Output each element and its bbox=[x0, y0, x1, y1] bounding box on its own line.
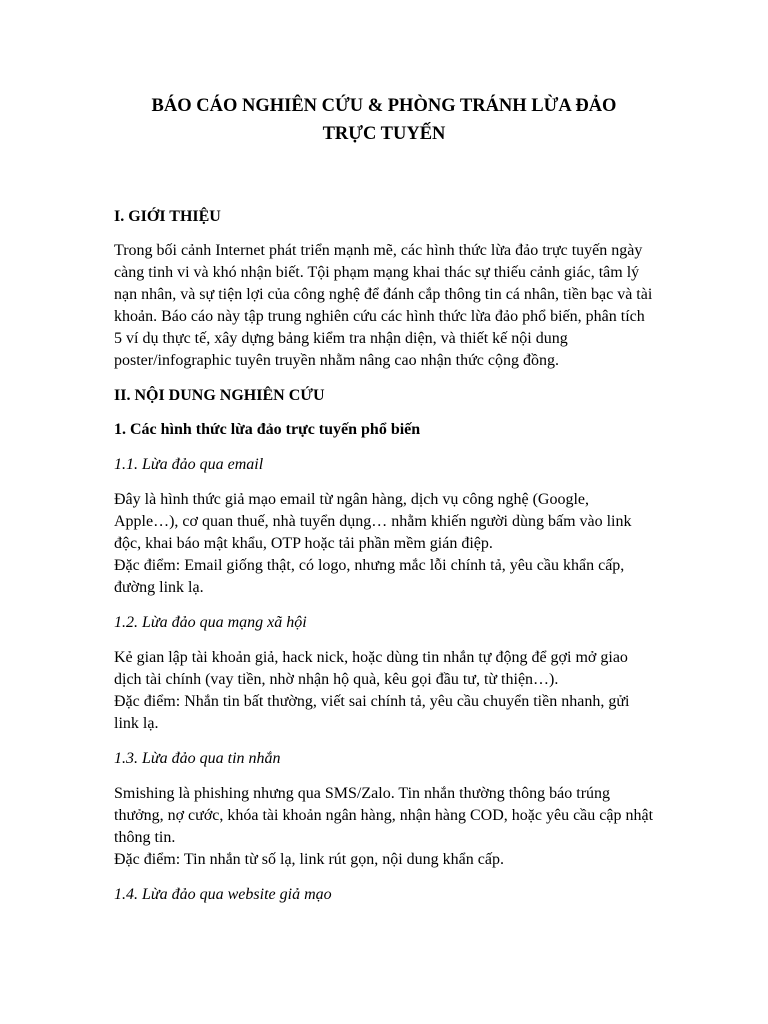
document-title-line-1: BÁO CÁO NGHIÊN CỨU & PHÒNG TRÁNH LỪA ĐẢO bbox=[151, 96, 617, 116]
item-body-social-media-scam bbox=[114, 647, 654, 735]
item-heading-fake-website-scam: 1.4. Lừa đảo qua website giả mạo bbox=[114, 886, 332, 903]
item-description: Kẻ gian lập tài khoản giả, hack nick, hoặc dùng tin nhắn tự động để gợi mở giao dịch tài chính (vay tiền, nhờ nhận hộ quà, kêu gọi đầu tư, từ thiện…). bbox=[114, 649, 628, 688]
item-description: Đây là hình thức giả mạo email từ ngân hàng, dịch vụ công nghệ (Google, Apple…), cơ quan thuế, nhà tuyển dụng… nhằm khiến người dùng bấm vào link độc, khai báo mật khẩu, OTP hoặc tải phần mềm gián điệp. bbox=[114, 491, 632, 552]
item-body-text-message-scam bbox=[114, 783, 654, 871]
section-heading-introduction: I. GIỚI THIỆU bbox=[114, 208, 221, 225]
subsection-heading-scam-types: 1. Các hình thức lừa đảo trực tuyến phổ biến bbox=[114, 421, 421, 438]
document-title-line-2: TRỰC TUYẾN bbox=[322, 124, 446, 144]
item-features: Đặc điểm: Tin nhắn từ số lạ, link rút gọn, nội dung khẩn cấp. bbox=[114, 851, 504, 868]
item-features: Đặc điểm: Nhắn tin bất thường, viết sai chính tả, yêu cầu chuyển tiền nhanh, gửi link lạ. bbox=[114, 693, 630, 732]
section-heading-research: II. NỘI DUNG NGHIÊN CỨU bbox=[114, 387, 325, 404]
item-body-email-scam bbox=[114, 489, 654, 599]
item-features: Đặc điểm: Email giống thật, có logo, nhưng mắc lỗi chính tả, yêu cầu khẩn cấp, đường link lạ. bbox=[114, 557, 625, 596]
document-title bbox=[114, 92, 654, 148]
item-heading-email-scam: 1.1. Lừa đảo qua email bbox=[114, 456, 264, 473]
introduction-paragraph: Trong bối cảnh Internet phát triển mạnh mẽ, các hình thức lừa đảo trực tuyến ngày càng tinh vi và khó nhận biết. Tội phạm mạng khai thác sự thiếu cảnh giác, tâm lý nạn nhân, và sự tiện lợi của công nghệ để đánh cắp thông tin cá nhân, tiền bạc và tài khoản. Báo cáo này tập trung nghiên cứu các hình thức lừa đảo phổ biến, phân tích 5 ví dụ thực tế, xây dựng bảng kiểm tra nhận diện, và thiết kế nội dung poster/infographic tuyên truyền nhằm nâng cao nhận thức cộng đồng. bbox=[114, 242, 653, 369]
item-heading-text-message-scam: 1.3. Lừa đảo qua tin nhắn bbox=[114, 750, 281, 767]
item-description: Smishing là phishing nhưng qua SMS/Zalo. Tin nhắn thường thông báo trúng thưởng, nợ cước, khóa tài khoản ngân hàng, nhận hàng COD, hoặc yêu cầu cập nhật thông tin. bbox=[114, 785, 654, 846]
item-heading-social-media-scam: 1.2. Lừa đảo qua mạng xã hội bbox=[114, 614, 307, 631]
